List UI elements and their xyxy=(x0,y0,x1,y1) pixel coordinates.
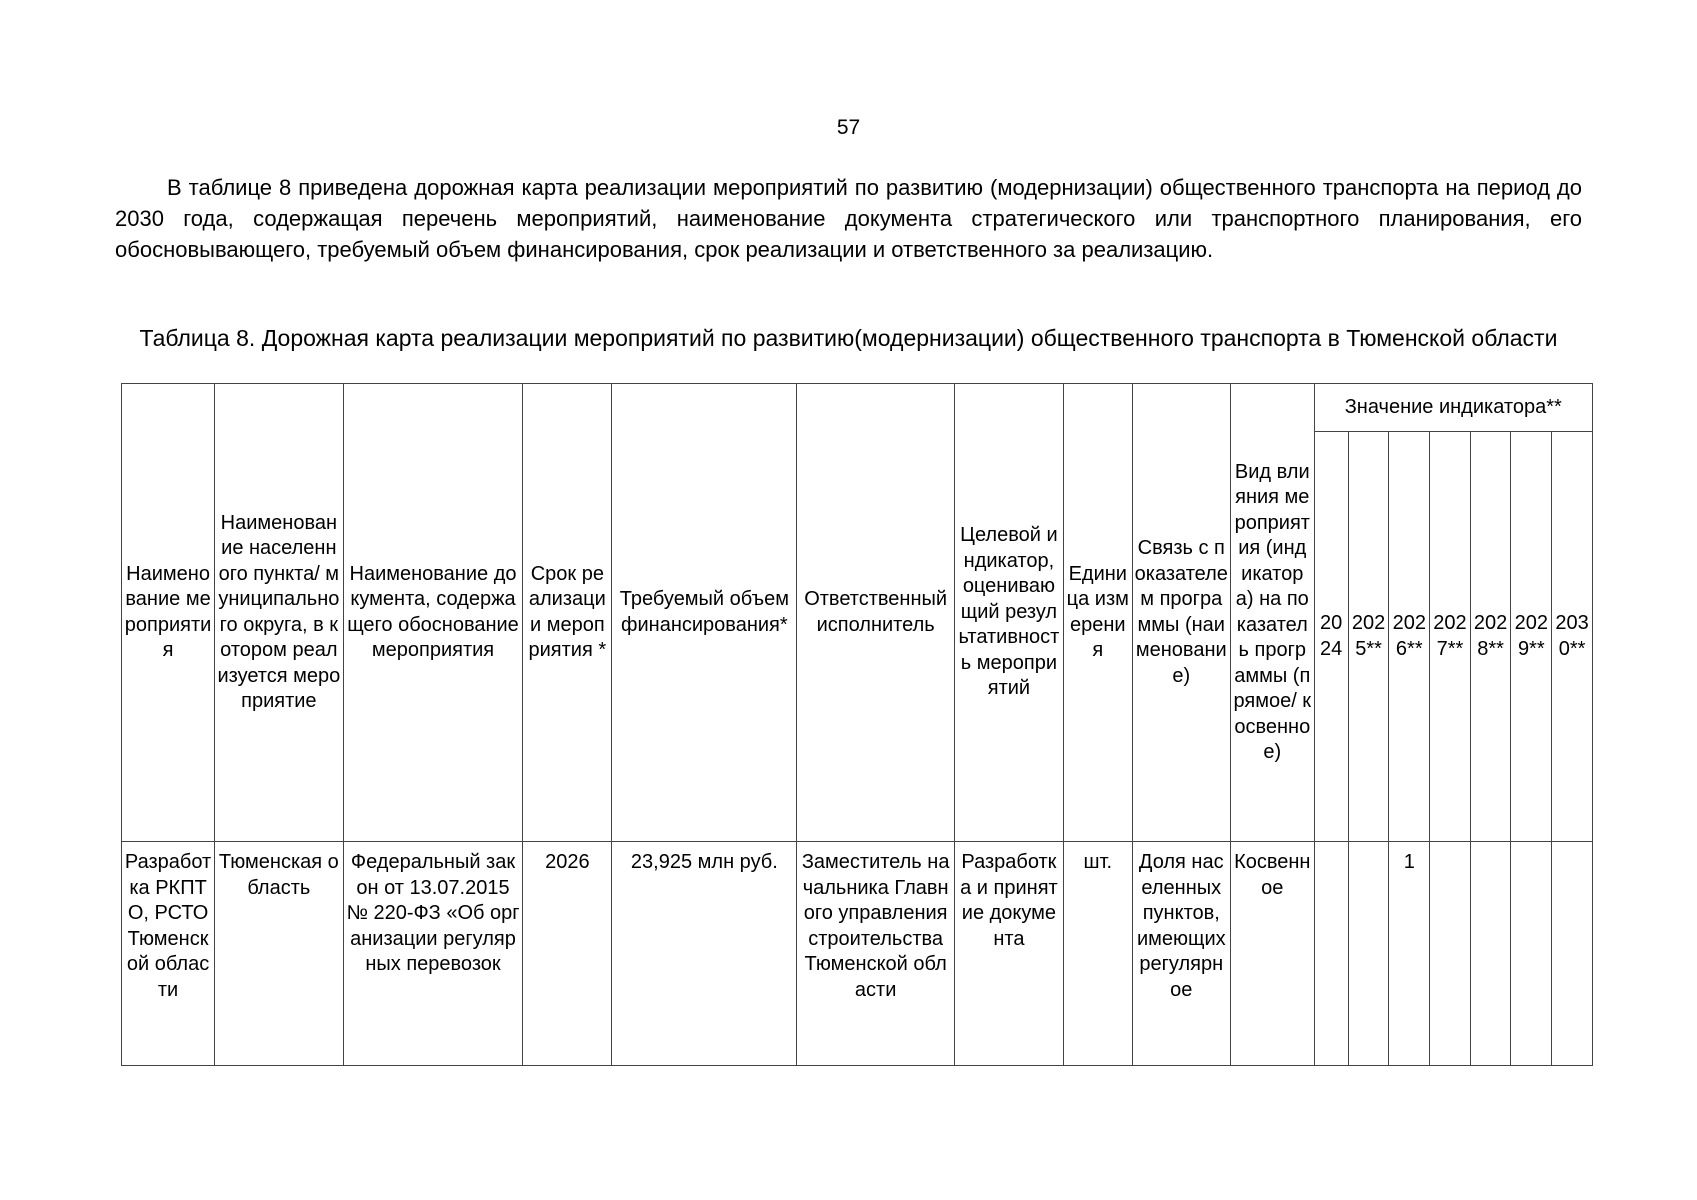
header-document: Наименование документа, содержащего обоснование мероприятия xyxy=(343,384,523,842)
cell-unit: шт. xyxy=(1064,842,1133,1066)
cell-funding: 23,925 млн руб. xyxy=(612,842,797,1066)
cell-influence-type: Косвенное xyxy=(1231,842,1315,1066)
cell-executor: Заместитель начальника Главного управления строительства Тюменской области xyxy=(797,842,954,1066)
cell-event-name: Разработка РКПТО, РСТО Тюменской области xyxy=(122,842,215,1066)
cell-settlement: Тюменская область xyxy=(215,842,343,1066)
cell-year-value xyxy=(1470,842,1511,1066)
cell-deadline: 2026 xyxy=(523,842,612,1066)
header-year: 2025** xyxy=(1348,432,1389,842)
header-program-link: Связь с показателем программы (наименование) xyxy=(1132,384,1230,842)
cell-target-indicator: Разработка и принятие документа xyxy=(954,842,1063,1066)
intro-paragraph: В таблице 8 приведена дорожная карта реализации мероприятий по развитию (модернизации) общественного транспорта на период до 2030 года, содержащая перечень мероприятий, наименование документа стратегического или транспортного планирования, его обосновывающего, требуемый объем финансирования, срок реализации и ответственного за реализацию. xyxy=(115,175,1582,262)
cell-year-value xyxy=(1430,842,1471,1066)
header-executor: Ответственный исполнитель xyxy=(797,384,954,842)
header-year: 2030** xyxy=(1552,432,1593,842)
header-influence-type: Вид влияния мероприятия (индикатора) на показатель программы (прямое/ косвенное) xyxy=(1231,384,1315,842)
header-unit: Единица измерения xyxy=(1064,384,1133,842)
page-number: 57 xyxy=(836,116,861,139)
cell-year-value xyxy=(1511,842,1552,1066)
header-year: 2027** xyxy=(1430,432,1471,842)
cell-program-link: Доля населенных пунктов, имеющих регулярное xyxy=(1132,842,1230,1066)
header-target-indicator: Целевой индикатор, оценивающий результативность мероприятий xyxy=(954,384,1063,842)
header-year: 2028** xyxy=(1470,432,1511,842)
header-year: 2026** xyxy=(1389,432,1430,842)
roadmap-table xyxy=(121,383,1593,1066)
cell-year-value xyxy=(1552,842,1593,1066)
header-year: 2024 xyxy=(1314,432,1348,842)
header-event-name: Наименование мероприятия xyxy=(122,384,215,842)
cell-document: Федеральный закон от 13.07.2015 № 220-ФЗ «Об организации регулярных перевозок xyxy=(343,842,523,1066)
table-caption: Таблица 8. Дорожная карта реализации мероприятий по развитию(модернизации) общественного транспорта в Тюменской области xyxy=(139,325,1558,351)
header-year: 2029** xyxy=(1511,432,1552,842)
cell-year-value xyxy=(1314,842,1348,1066)
header-deadline: Срок реализации мероприятия * xyxy=(523,384,612,842)
header-indicator-value: Значение индикатора** xyxy=(1314,384,1592,432)
cell-year-value xyxy=(1348,842,1389,1066)
table-row xyxy=(122,842,1593,1066)
header-row xyxy=(122,384,1593,432)
cell-year-value: 1 xyxy=(1389,842,1430,1066)
header-funding: Требуемый объем финансирования* xyxy=(612,384,797,842)
header-settlement: Наименование населенного пункта/ муниципального округа, в котором реализуется мероприятие xyxy=(215,384,343,842)
